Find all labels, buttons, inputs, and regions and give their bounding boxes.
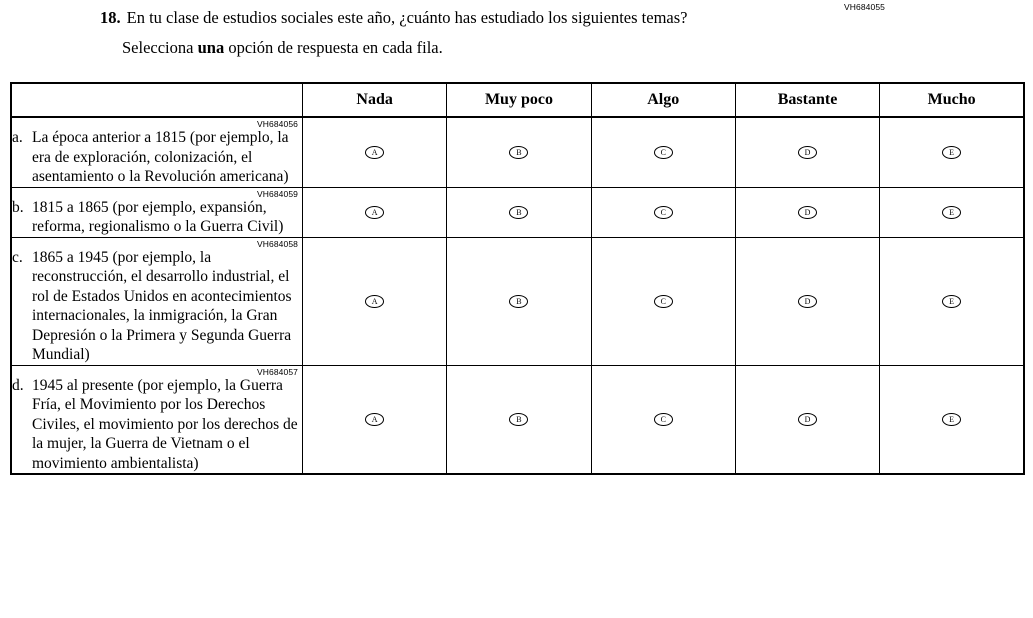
column-header-mucho: Mucho (880, 83, 1024, 117)
instruction-post: opción de respuesta en cada fila. (224, 37, 443, 57)
column-header-nada: Nada (303, 83, 447, 117)
row-letter-d: d. (12, 376, 24, 394)
radio-bubble[interactable]: C (654, 413, 673, 426)
table-row (11, 365, 1024, 474)
option-a-bastante[interactable] (735, 117, 879, 187)
row-item-code-c: VH684058 (257, 238, 298, 249)
radio-bubble[interactable]: D (798, 413, 817, 426)
radio-bubble[interactable]: E (942, 295, 961, 308)
matrix-header-row (11, 83, 1024, 117)
option-d-muy-poco[interactable] (447, 365, 591, 474)
option-d-algo[interactable] (591, 365, 735, 474)
row-stem-c (11, 237, 303, 365)
radio-bubble[interactable]: E (942, 206, 961, 219)
table-row (11, 117, 1024, 187)
instruction-pre: Selecciona (122, 37, 198, 57)
radio-bubble[interactable]: B (509, 206, 528, 219)
option-c-bastante[interactable] (735, 237, 879, 365)
radio-bubble[interactable]: A (365, 413, 384, 426)
page-item-code: VH684055 (844, 2, 885, 12)
row-text-b: 1815 a 1865 (por ejemplo, expansión, reforma, regionalismo o la Guerra Civil) (32, 198, 284, 236)
column-header-bastante: Bastante (735, 83, 879, 117)
radio-bubble[interactable]: C (654, 146, 673, 159)
option-b-mucho[interactable] (880, 187, 1024, 237)
row-item-code-d: VH684057 (257, 366, 298, 377)
column-header-muy-poco: Muy poco (447, 83, 591, 117)
radio-bubble[interactable]: B (509, 146, 528, 159)
option-d-bastante[interactable] (735, 365, 879, 474)
radio-bubble[interactable]: A (365, 146, 384, 159)
option-a-muy-poco[interactable] (447, 117, 591, 187)
radio-bubble[interactable]: C (654, 295, 673, 308)
table-row (11, 187, 1024, 237)
question-text: En tu clase de estudios sociales este año, ¿cuánto has estudiado los siguientes temas? (126, 8, 688, 27)
option-a-algo[interactable] (591, 117, 735, 187)
radio-bubble[interactable]: A (365, 295, 384, 308)
option-a-mucho[interactable] (880, 117, 1024, 187)
option-a-nada[interactable] (303, 117, 447, 187)
option-d-mucho[interactable] (880, 365, 1024, 474)
option-b-algo[interactable] (591, 187, 735, 237)
row-letter-b: b. (12, 198, 24, 216)
column-header-algo: Algo (591, 83, 735, 117)
option-c-algo[interactable] (591, 237, 735, 365)
radio-bubble[interactable]: A (365, 206, 384, 219)
option-b-bastante[interactable] (735, 187, 879, 237)
radio-bubble[interactable]: B (509, 295, 528, 308)
option-b-nada[interactable] (303, 187, 447, 237)
option-c-mucho[interactable] (880, 237, 1024, 365)
row-stem-b (11, 187, 303, 237)
option-c-nada[interactable] (303, 237, 447, 365)
row-letter-a: a. (12, 129, 23, 146)
radio-bubble[interactable]: D (798, 146, 817, 159)
row-text-a: La época anterior a 1815 (por ejemplo, la era de exploración, colonización, el asentamiento o la Revolución americana) (32, 129, 289, 186)
table-row (11, 237, 1024, 365)
instruction-emphasis: una (197, 37, 225, 57)
row-item-code-a: VH684056 (257, 119, 298, 129)
row-letter-c: c. (12, 248, 23, 266)
row-text-c: 1865 a 1945 (por ejemplo, la reconstrucción, el desarrollo industrial, el rol de Estados Unidos en acontecimientos internacionales, la inmigración, la Gran Depresión o la Primera y Segunda Guerra Mundial) (32, 248, 292, 364)
option-c-muy-poco[interactable] (447, 237, 591, 365)
radio-bubble[interactable]: E (942, 146, 961, 159)
question-prompt (100, 8, 1000, 28)
row-item-code-b: VH684059 (257, 188, 298, 199)
radio-bubble[interactable]: D (798, 295, 817, 308)
row-text-d: 1945 al presente (por ejemplo, la Guerra Fría, el Movimiento por los Derechos Civiles, el movimiento por los derechos de la mujer, la Guerra de Vietnam o el movimiento ambientalista) (32, 376, 298, 472)
question-number: 18. (100, 8, 121, 27)
option-b-muy-poco[interactable] (447, 187, 591, 237)
radio-bubble[interactable]: E (942, 413, 961, 426)
row-stem-d (11, 365, 303, 474)
option-d-nada[interactable] (303, 365, 447, 474)
question-instruction (122, 38, 1000, 58)
radio-bubble[interactable]: C (654, 206, 673, 219)
row-stem-a (11, 117, 303, 187)
radio-bubble[interactable]: D (798, 206, 817, 219)
stem-column-header (11, 83, 303, 117)
question-block (100, 8, 1000, 58)
response-matrix (10, 82, 1025, 475)
radio-bubble[interactable]: B (509, 413, 528, 426)
